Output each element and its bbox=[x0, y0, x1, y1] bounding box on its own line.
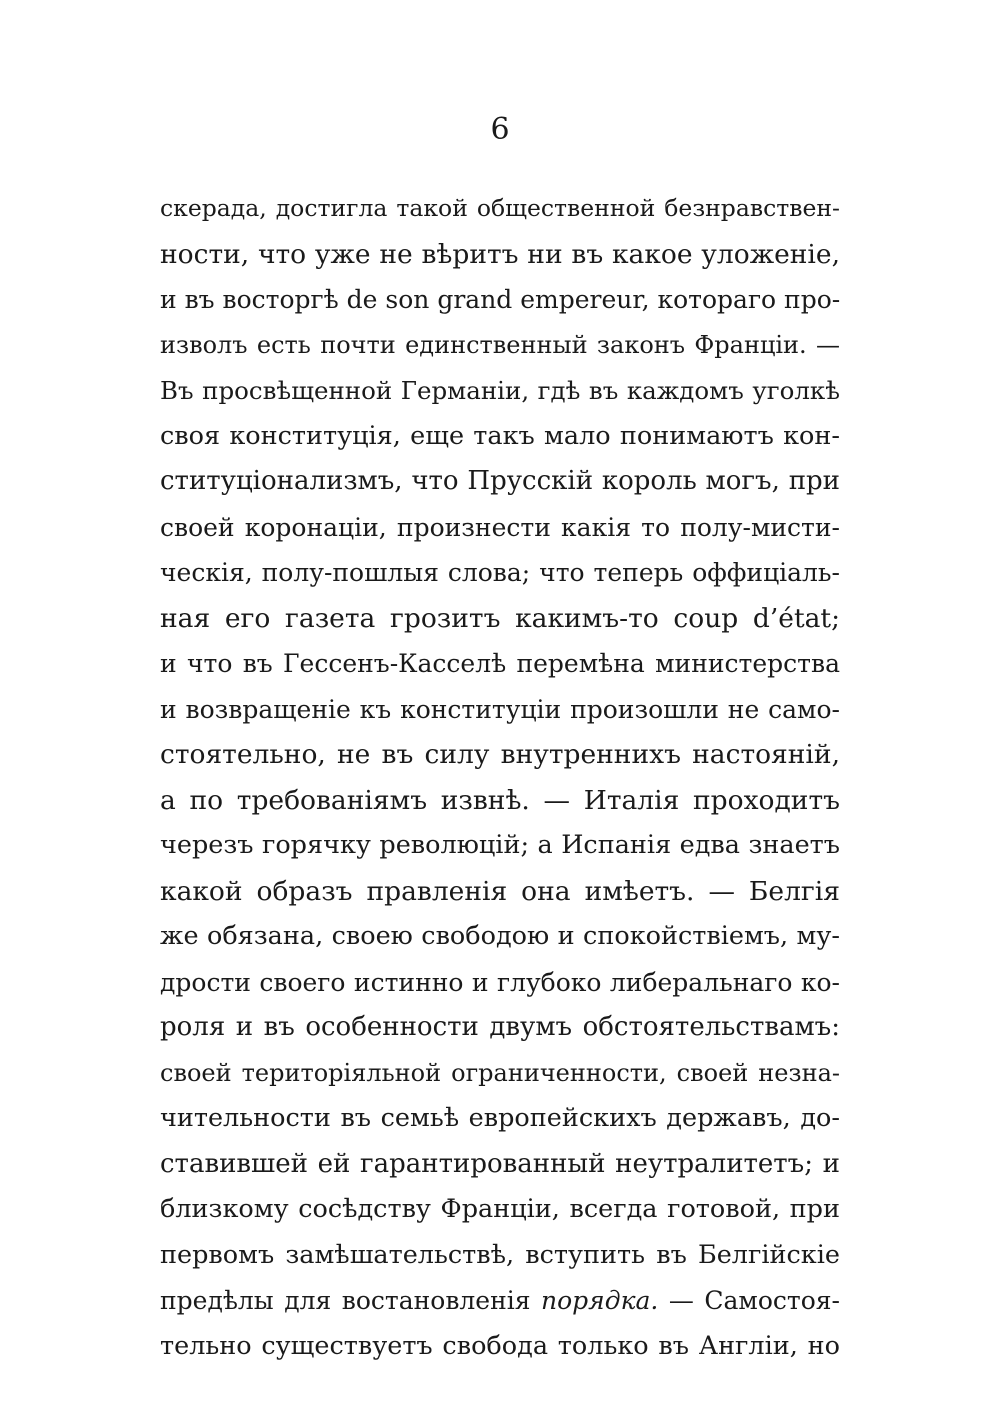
text-line-15: черезъ горячку революцій; а Испанія едва знаетъ bbox=[160, 830, 840, 860]
text-line-6: своя конституція, еще такъ мало понимаютъ кон- bbox=[160, 420, 840, 451]
text-line-4: изволъ есть почти единственный законъ Франціи. — bbox=[160, 330, 840, 359]
page-number: 6 bbox=[490, 112, 510, 147]
text-line-8: своей коронаціи, произнести какія то полу-мисти- bbox=[160, 512, 840, 542]
text-line-17: же обязана, своею свободою и спокойствіемъ, му- bbox=[160, 921, 840, 951]
text-line-11: и что въ Гессенъ-Касселѣ перемѣна министерства bbox=[160, 649, 840, 678]
text-line-20: своей територіяльной ограниченности, своей незна- bbox=[160, 1058, 840, 1087]
text-line-25-start: предѣлы для востановленія bbox=[160, 1286, 542, 1315]
text-line-9: ческія, полу-пошлыя слова; что теперь оффиціаль- bbox=[160, 558, 840, 587]
text-line-16: какой образъ правленія она имѣетъ. — Белгія bbox=[160, 875, 840, 907]
text-line-13: стоятельно, не въ силу внутреннихъ настояній, bbox=[160, 739, 840, 770]
text-line-25-end: — Самостоя- bbox=[658, 1286, 840, 1315]
text-line-1: скерада, достигла такой общественной безнравствен- bbox=[160, 194, 840, 222]
text-line-3: и въ восторгѣ de son grand empereur, котораго про- bbox=[160, 285, 840, 314]
text-line-10: ная его газета грозитъ какимъ-то coup d’état; bbox=[160, 602, 840, 634]
text-line-19: роля и въ особенности двумъ обстоятельствамъ: bbox=[160, 1012, 840, 1042]
text-line-21: чительности въ семьѣ европейскихъ державъ, до- bbox=[160, 1103, 840, 1133]
text-line-2: ности, что уже не вѣритъ ни въ какое уложеніе, bbox=[160, 238, 840, 270]
text-line-24: первомъ замѣшательствѣ, вступить въ Белгійскіе bbox=[160, 1239, 840, 1270]
text-line-18: дрости своего истинно и глубоко либеральнаго ко- bbox=[160, 967, 840, 997]
text-line-25 bbox=[160, 1278, 840, 1324]
text-line-26: тельно существуетъ свобода только въ Англіи, но bbox=[160, 1330, 840, 1361]
text-line-23: близкому сосѣдству Франціи, всегда готовой, при bbox=[160, 1194, 840, 1224]
text-line-5: Въ просвѣщенной Германіи, гдѣ въ каждомъ уголкѣ bbox=[160, 376, 840, 405]
text-line-12: и возвращеніе къ конституціи произошли не само- bbox=[160, 694, 840, 724]
text-line-14: а по требованіямъ извнѣ. — Италія проходитъ bbox=[160, 784, 840, 816]
emphasized-word: порядка. bbox=[541, 1286, 659, 1315]
text-line-22: ставившей ей гарантированный неутралитетъ; и bbox=[160, 1148, 840, 1179]
body-text bbox=[160, 186, 840, 1369]
text-line-7: ституціонализмъ, что Прусскій король могъ, при bbox=[160, 466, 840, 496]
